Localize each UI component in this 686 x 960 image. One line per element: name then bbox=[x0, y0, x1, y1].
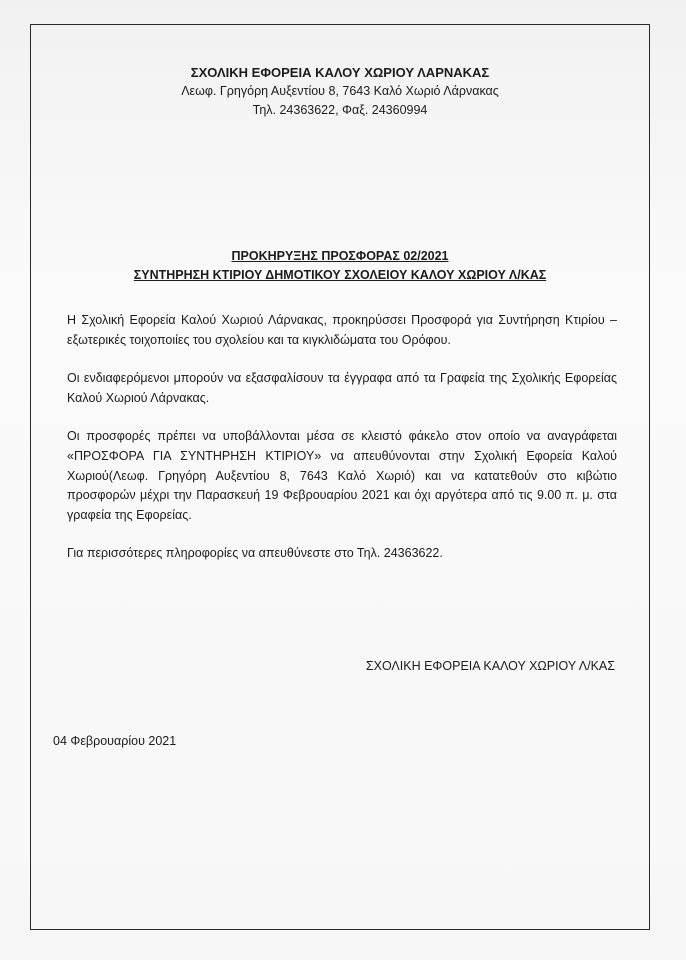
paragraph-documents: Οι ενδιαφερόμενοι μπορούν να εξασφαλίσουν τα έγγραφα από τα Γραφεία της Σχολικής Εφορείας Καλού Χωριού Λάρνακας. bbox=[67, 371, 617, 405]
title-line-1: ΠΡΟΚΗΡΥΞΗΣ ΠΡΟΣΦΟΡΑΣ 02/2021 bbox=[231, 249, 449, 263]
letterhead bbox=[31, 63, 649, 120]
title-line-2: ΣΥΝΤΗΡΗΣΗ ΚΤΙΡΙΟΥ ΔΗΜΟΤΙΚΟΥ ΣΧΟΛΕΙΟΥ ΚΑΛΟΥ ΧΩΡΙΟΥ Λ/ΚΑΣ bbox=[133, 268, 547, 282]
paragraph-submission: Οι προσφορές πρέπει να υποβάλλονται μέσα σε κλειστό φάκελο στον οποίο να αναγράφεται «ΠΡΟΣΦΟΡΑ ΓΙΑ ΣΥΝΤΗΡΗΣΗ ΚΤΙΡΙΟΥ» να απευθύνονται στην Σχολική Εφορεία Καλού Χωριού(Λεωφ. Γρηγόρη Αυξεντίου 8, 7643 Καλό Χωριό) και να κατατεθούν στο κιβώτιο προσφορών μέχρι την Παρασκευή 19 Φεβρουαρίου 2021 και όχι αργότερα από τις 9.00 π. μ. στα γραφεία της Εφορείας. bbox=[67, 429, 617, 522]
document-frame bbox=[30, 24, 650, 930]
document-date: 04 Φεβρουαρίου 2021 bbox=[53, 734, 177, 748]
announcement-title bbox=[31, 247, 649, 285]
paragraph-intro: Η Σχολική Εφορεία Καλού Χωριού Λάρνακας, προκηρύσσει Προσφορά για Συντήρηση Κτιρίου – εξωτερικές τοιχοποιίες του σχολείου και τα κιγκλιδώματα του Ορόφου. bbox=[67, 313, 617, 347]
organization-phone: Τηλ. 24363622, Φαξ. 24360994 bbox=[252, 103, 428, 117]
announcement-body bbox=[67, 311, 617, 564]
paragraph-contact: Για περισσότερες πληροφορίες να απευθύνεστε στο Τηλ. 24363622. bbox=[67, 546, 443, 561]
organization-address: Λεωφ. Γρηγόρη Αυξεντίου 8, 7643 Καλό Χωριό Λάρνακας bbox=[181, 84, 499, 98]
organization-name: ΣΧΟΛΙΚΗ ΕΦΟΡΕΙΑ ΚΑΛΟΥ ΧΩΡΙΟΥ ΛΑΡΝΑΚΑΣ bbox=[190, 65, 490, 80]
signature: ΣΧΟΛΙΚΗ ΕΦΟΡΕΙΑ ΚΑΛΟΥ ΧΩΡΙΟΥ Λ/ΚΑΣ bbox=[365, 659, 615, 673]
